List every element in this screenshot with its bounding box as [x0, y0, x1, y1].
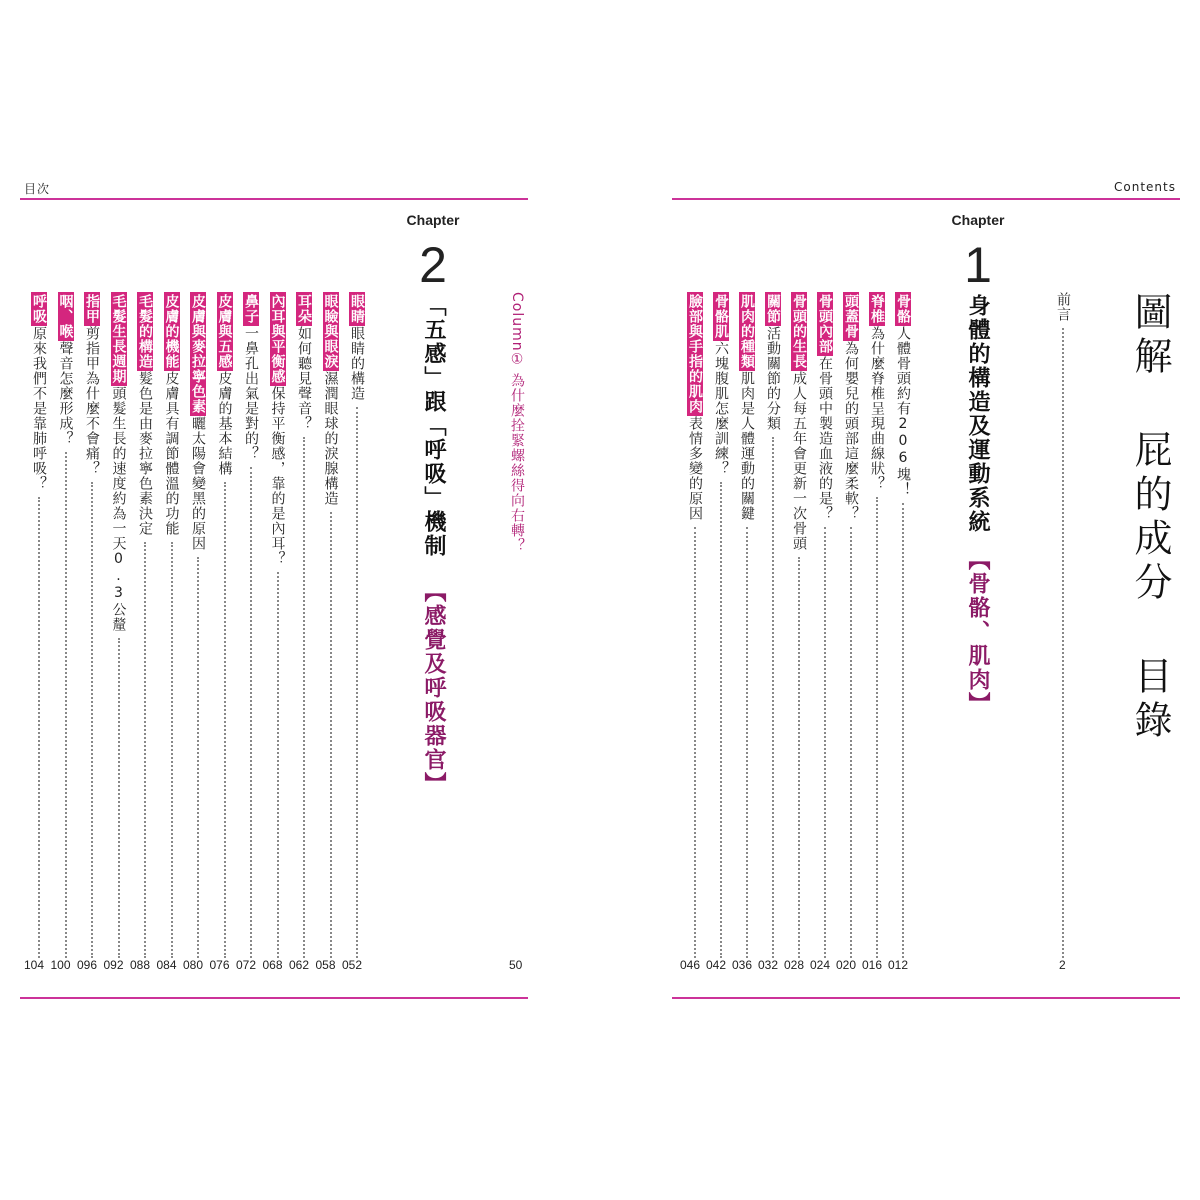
leader-dots: [171, 542, 173, 958]
toc-entry-title: 聲音怎麼形成？: [57, 341, 74, 446]
toc-entry-title: 頭髮生長的速度約為一天0.3公釐: [110, 386, 127, 632]
toc-page-number: 058: [315, 958, 336, 972]
chapter-2-number: 2: [419, 237, 447, 293]
toc-topic-tag: 肌肉的種類: [739, 294, 755, 369]
toc-page-number: 016: [862, 958, 883, 972]
toc-topic-tag: 皮膚的機能: [163, 294, 180, 369]
left-toc-entry[interactable]: [269, 292, 287, 958]
leader-dots: [902, 503, 904, 958]
toc-page-number: 062: [289, 958, 310, 972]
toc-page-number: 042: [706, 958, 727, 972]
toc-entry-text-wrap: [686, 292, 704, 521]
right-page: [668, 0, 1188, 1200]
right-toc-entry[interactable]: [738, 292, 756, 958]
toc-entry-title: 保持平衡感，靠的是內耳？: [269, 386, 286, 566]
toc-topic-tag: 骨骼肌: [713, 294, 729, 339]
chapter-1-subtitle: 【骨骼、肌肉】: [965, 548, 990, 716]
toc-entry-text-wrap: [712, 292, 730, 476]
right-toc-entry[interactable]: [816, 292, 834, 958]
leader-dots: [144, 542, 146, 958]
toc-topic-tag: 指甲: [84, 294, 100, 324]
leader-dots: [876, 497, 878, 958]
toc-page-number: 052: [342, 958, 363, 972]
toc-page-number: 068: [262, 958, 283, 972]
chapter-2-title: 「五感」跟「呼吸」機制: [421, 294, 446, 558]
toc-page-number: 104: [24, 958, 45, 972]
toc-entry-title: 皮膚的基本結構: [216, 371, 233, 476]
toc-entry-text-wrap: [163, 292, 181, 536]
toc-topic-tag: 臉部與手指的肌肉: [687, 294, 703, 414]
toc-page-number: 084: [156, 958, 177, 972]
toc-entry-title: 髮色是由麥拉寧色素決定: [137, 371, 153, 536]
toc-entry-text-wrap: [868, 292, 886, 491]
toc-topic-tag: 脊椎: [869, 294, 885, 324]
toc-page-number: 100: [50, 958, 71, 972]
book-title: 圖解 屁的成分 目錄: [1128, 292, 1172, 744]
toc-topic-tag: 呼吸: [31, 294, 47, 324]
toc-topic-tag: 內耳與平衡感: [269, 294, 286, 384]
left-toc-entry[interactable]: [322, 292, 340, 958]
toc-entry-text-wrap: [764, 292, 782, 431]
toc-page-number: 076: [209, 958, 230, 972]
toc-entry-title: 皮膚具有調節體溫的功能: [163, 371, 180, 536]
right-header: Contents: [1114, 180, 1176, 194]
toc-page-number: 046: [680, 958, 701, 972]
right-toc-entry[interactable]: [842, 292, 860, 958]
toc-page-number: 096: [77, 958, 98, 972]
toc-topic-tag: 皮膚與五感: [216, 294, 233, 369]
toc-page-number: 092: [103, 958, 124, 972]
toc-entry-title: 原來我們不是靠肺呼吸？: [31, 326, 47, 491]
column-label: Column①: [509, 292, 525, 369]
left-toc-entry[interactable]: [242, 292, 260, 958]
toc-topic-tag: 皮膚與麥拉寧色素: [190, 294, 206, 414]
toc-entry-text-wrap: [738, 292, 756, 521]
leader-dots: [197, 557, 199, 958]
chapter-2-label: Chapter: [406, 212, 460, 228]
leader-dots: [91, 482, 93, 958]
leader-dots: [824, 527, 826, 958]
leader-dots: [694, 527, 696, 958]
column-text: 為什麼拴緊螺絲得向右轉？: [509, 372, 525, 553]
left-toc-entry[interactable]: [83, 292, 101, 958]
right-toc-entry[interactable]: [686, 292, 704, 958]
leader-dots: [850, 527, 852, 958]
toc-entry-text-wrap: [30, 292, 48, 491]
toc-topic-tag: 眼睛: [349, 294, 365, 324]
preface-dots: [1062, 328, 1064, 958]
leader-dots: [118, 638, 120, 958]
leader-dots: [772, 437, 774, 958]
toc-topic-tag: 骨頭內部: [817, 294, 833, 354]
toc-entry-text-wrap: [322, 292, 340, 506]
leader-dots: [65, 452, 67, 958]
toc-entry-title: 表情多變的原因: [687, 416, 703, 521]
column-entry[interactable]: [508, 292, 526, 958]
leader-dots: [250, 467, 252, 958]
toc-entry-text-wrap: [295, 292, 313, 431]
toc-entry-title: 為何嬰兒的頭部這麼柔軟？: [843, 341, 859, 521]
chapter-1-label: Chapter: [951, 212, 1005, 228]
toc-entry-title: 人體骨頭約有206塊！: [895, 326, 911, 497]
left-header: 目次: [24, 182, 51, 196]
chapter-1-title: 身體的構造及運動系統: [965, 294, 990, 534]
leader-dots: [746, 527, 748, 958]
leader-dots: [303, 437, 305, 958]
toc-entry-title: 曬太陽會變黑的原因: [190, 416, 206, 551]
right-top-rule: [672, 198, 1180, 200]
toc-entry-text-wrap: [242, 292, 260, 461]
leader-dots: [330, 512, 332, 958]
toc-page-number: 032: [758, 958, 779, 972]
toc-entry-title: 肌肉是人體運動的關鍵: [739, 371, 755, 521]
toc-entry-text-wrap: [136, 292, 154, 536]
left-page: [20, 0, 540, 1200]
left-toc-entry[interactable]: [110, 292, 128, 958]
toc-page-number: 088: [130, 958, 151, 972]
left-toc-entry[interactable]: [30, 292, 48, 958]
right-toc-entry[interactable]: [764, 292, 782, 958]
toc-entry-title: 在骨頭中製造血液的是？: [817, 356, 833, 521]
preface-page: 2: [1059, 958, 1066, 972]
left-toc-entry[interactable]: [163, 292, 181, 958]
left-toc-entry[interactable]: [189, 292, 207, 958]
toc-page-number: 028: [784, 958, 805, 972]
toc-topic-tag: 耳朵: [296, 294, 312, 324]
toc-topic-tag: 眼瞼與眼淚: [322, 294, 339, 369]
toc-entry-title: 六塊腹肌怎麼訓練？: [713, 341, 729, 476]
leader-dots: [277, 572, 279, 958]
left-toc-entry[interactable]: [136, 292, 154, 958]
toc-entry-title: 剪指甲為什麼不會痛？: [84, 326, 100, 476]
chapter-1-number: 1: [964, 237, 992, 293]
toc-topic-tag: 毛髮的構造: [137, 294, 153, 369]
toc-topic-tag: 毛髮生長週期: [110, 294, 127, 384]
left-bottom-rule: [20, 997, 528, 999]
left-toc-entry[interactable]: [57, 292, 75, 958]
toc-page-number: 024: [810, 958, 831, 972]
leader-dots: [720, 482, 722, 958]
toc-entry-text-wrap: [57, 292, 75, 446]
toc-page-number: 020: [836, 958, 857, 972]
toc-entry-title: 濕潤眼球的淚腺構造: [322, 371, 339, 506]
left-top-rule: [20, 198, 528, 200]
toc-page-number: 012: [888, 958, 909, 972]
chapter-2-subtitle: 【感覺及呼吸器官】: [421, 580, 446, 796]
right-bottom-rule: [672, 997, 1180, 999]
toc-entry-text-wrap: [894, 292, 912, 497]
toc-topic-tag: 骨骼: [895, 294, 911, 324]
toc-entry-text-wrap: [110, 292, 128, 632]
leader-dots: [224, 482, 226, 958]
right-toc-entry[interactable]: [894, 292, 912, 958]
right-toc-entry[interactable]: [712, 292, 730, 958]
toc-entry-title: 為什麼脊椎呈現曲線狀？: [869, 326, 885, 491]
left-toc-entry[interactable]: [295, 292, 313, 958]
toc-entry-text-wrap: [216, 292, 234, 476]
toc-topic-tag: 關節: [765, 294, 781, 324]
toc-entry-text-wrap: [842, 292, 860, 521]
toc-page-number: 080: [183, 958, 204, 972]
preface-text: 前言: [1055, 292, 1071, 322]
toc-topic-tag: 鼻子: [243, 294, 259, 324]
leader-dots: [356, 407, 358, 958]
toc-topic-tag: 骨頭的生長: [791, 294, 807, 369]
toc-entry-title: 活動關節的分類: [765, 326, 781, 431]
toc-entry-title: 一鼻孔出氣是對的？: [243, 326, 259, 461]
toc-entry-text-wrap: [269, 292, 287, 566]
toc-entry-text-wrap: [790, 292, 808, 551]
toc-entry-title: 眼睛的構造: [349, 326, 365, 401]
toc-page-number: 036: [732, 958, 753, 972]
left-toc-entry[interactable]: [348, 292, 366, 958]
toc-entry-title: 成人每五年會更新一次骨頭: [791, 371, 807, 551]
column-page: 50: [509, 958, 523, 972]
right-toc-entry[interactable]: [868, 292, 886, 958]
leader-dots: [38, 497, 40, 958]
leader-dots: [798, 557, 800, 958]
toc-entry-text-wrap: [83, 292, 101, 476]
toc-page-number: 072: [236, 958, 257, 972]
toc-topic-tag: 頭蓋骨: [843, 294, 859, 339]
toc-entry-title: 如何聽見聲音？: [296, 326, 312, 431]
preface-entry[interactable]: [1054, 292, 1072, 958]
left-toc-entry[interactable]: [216, 292, 234, 958]
toc-entry-text-wrap: [816, 292, 834, 521]
toc-entry-text-wrap: [189, 292, 207, 551]
toc-entry-text-wrap: [348, 292, 366, 401]
toc-topic-tag: 咽、喉: [57, 294, 74, 339]
right-toc-entry[interactable]: [790, 292, 808, 958]
